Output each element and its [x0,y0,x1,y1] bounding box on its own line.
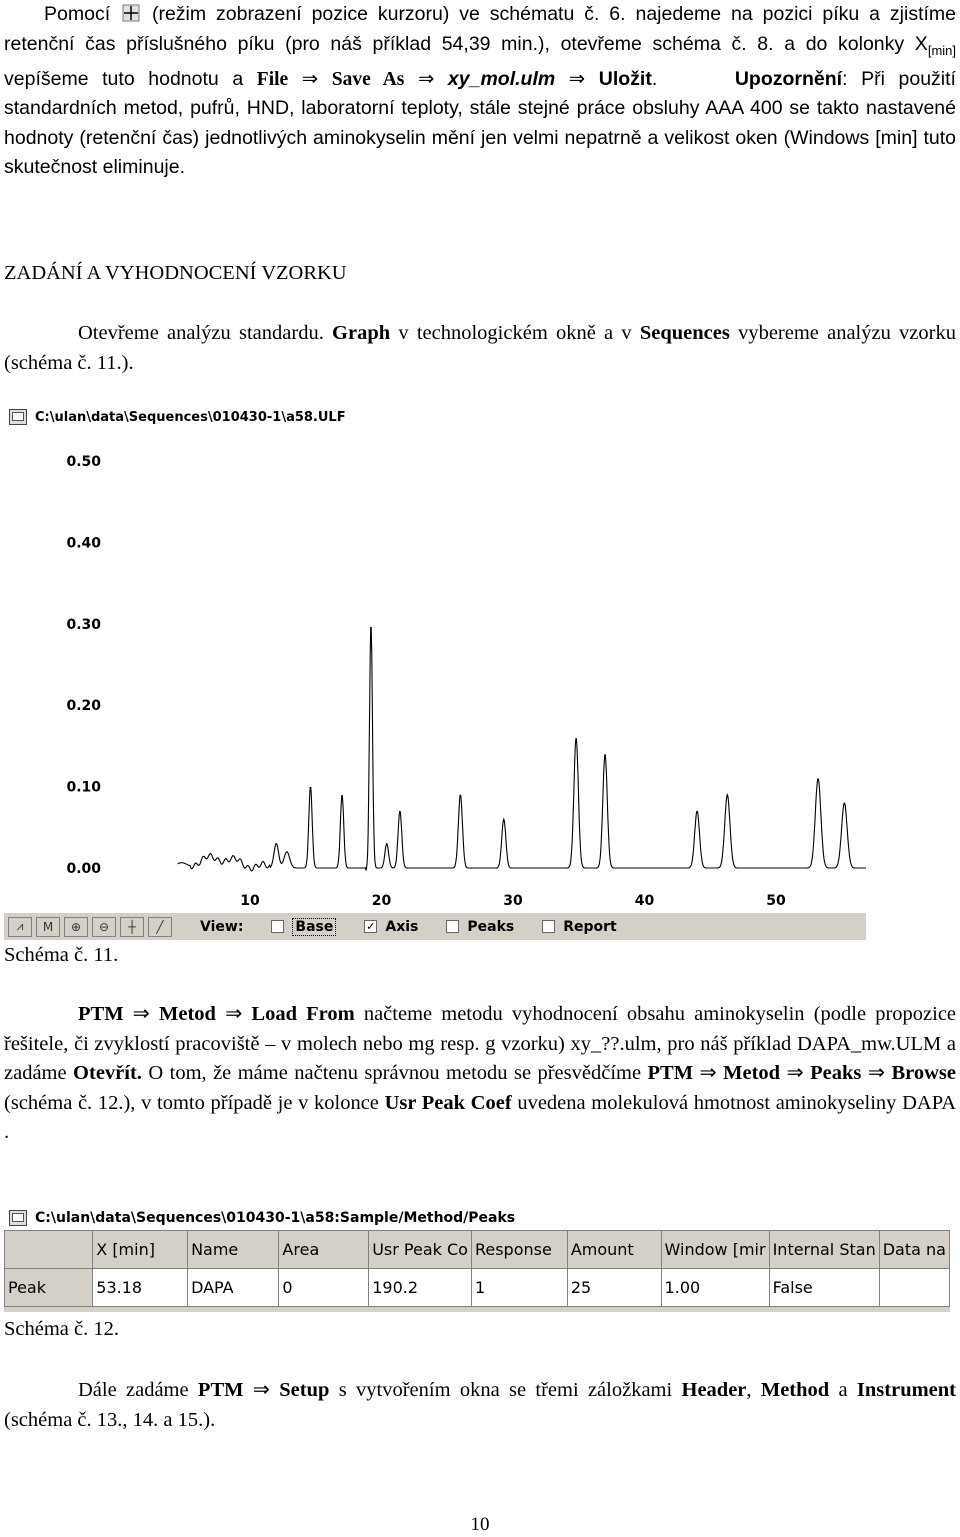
row-header[interactable]: Peak [5,1269,93,1307]
table-cell[interactable]: 53.18 [93,1269,188,1307]
window-title: C:\ulan\data\Sequences\010430-1\a58.ULF [35,409,346,425]
chromatogram-plot [4,428,866,913]
y-tick-label: 0.50 [66,454,101,470]
column-header[interactable]: Amount [567,1231,661,1269]
autoscale-icon[interactable]: ⩘ [8,917,32,937]
section-heading: ZADÁNÍ A VYHODNOCENÍ VZORKU [4,262,347,284]
peak-zoom-icon[interactable]: M [36,917,60,937]
peaks-table [4,1230,950,1307]
column-header[interactable]: Window [mir [661,1231,769,1269]
crosshair-icon[interactable]: ┼ [120,917,144,937]
table-row [5,1269,950,1307]
table-cell[interactable]: 190.2 [369,1269,472,1307]
x-tick-label: 30 [503,893,523,909]
column-header[interactable]: Name [188,1231,279,1269]
table-header-row [5,1231,950,1269]
chromatogram-titlebar [4,406,866,429]
checkbox-base[interactable]: Base [271,918,336,936]
x-tick-label: 40 [634,893,655,909]
table-cell[interactable]: 1.00 [661,1269,769,1307]
table-cell[interactable]: DAPA [188,1269,279,1307]
column-header[interactable]: Area [279,1231,369,1269]
y-tick-label: 0.40 [66,535,101,552]
table-cell[interactable]: False [769,1269,879,1307]
y-tick-label: 0.00 [66,861,101,877]
checkbox-report[interactable]: Report [542,919,617,935]
crosshair-cursor-icon [122,4,140,22]
x-tick-label: 10 [240,893,260,909]
chromatogram-window [4,406,866,940]
y-tick-label: 0.10 [66,779,101,796]
y-tick-label: 0.20 [66,698,101,715]
table-corner [5,1231,93,1269]
page-number: 10 [470,1514,490,1535]
x-tick-label: 50 [766,893,786,909]
chart-toolbar [4,913,866,940]
checkbox-axis[interactable]: ✓ Axis [366,918,419,935]
window-app-icon [9,1210,27,1226]
peaks-titlebar [4,1206,950,1231]
table-cell[interactable]: 0 [279,1269,369,1307]
paragraph-load-method: PTM ⇒ Metod ⇒ Load From načteme metodu vyhodnocení obsahu aminokyselin (podle propozice řešitele, či zvyklostí pracoviště – v molech nebo mg resp. g vzorku) xy_??.ulm, pro náš příklad DAPA_mw.ULM a zadáme Otevřít. O tom, že máme načtenu správnou metodu se přesvědčíme PTM ⇒ Metod ⇒ Peaks ⇒ Browse (schéma č. 12.), v tomto případě je v kolonce Usr Peak Coef uvedena molekulová hmotnost aminokyseliny DAPA . [4,1003,957,1143]
paragraph-setup: Dále zadáme PTM ⇒ Setup s vytvořením okna se třemi záložkami Header, Method a Instrument (schéma č. 13., 14. a 15.). [4,1379,957,1431]
column-header[interactable]: Internal Stan [769,1231,879,1269]
peaks-table-window [4,1206,950,1312]
y-tick-label: 0.30 [66,616,101,633]
table-cell[interactable] [879,1269,949,1307]
column-header[interactable]: X [min] [93,1231,188,1269]
view-label: View: [200,918,244,935]
caption-schema-11: Schéma č. 11. [4,944,119,966]
column-header[interactable]: Usr Peak Co [369,1231,472,1269]
chromatogram-trace [178,628,866,871]
zoom-out-icon[interactable]: ⊖ [92,917,116,937]
checkbox-peaks[interactable]: Peaks [446,919,514,935]
column-header[interactable]: Data na [879,1231,949,1269]
column-header[interactable]: Response [471,1231,567,1269]
zoom-in-icon[interactable]: ⊕ [64,917,88,937]
x-tick-label: 20 [371,893,392,909]
window-app-icon [9,409,27,425]
baseline-icon[interactable]: ╱ [148,917,172,937]
paragraph-open-analysis: Otevřeme analýzu standardu. Graph v technologickém okně a v Sequences vybereme analýzu vzorku (schéma č. 11.). [4,322,956,374]
window-title: C:\ulan\data\Sequences\010430-1\a58:Sample/Method/Peaks [35,1210,516,1226]
table-cell[interactable]: 25 [567,1269,661,1307]
table-cell[interactable]: 1 [471,1269,567,1307]
caption-schema-12: Schéma č. 12. [4,1318,119,1340]
intro-paragraph: Pomocí (režim zobrazení pozice kurzoru) ve schématu č. 6. najedeme na pozici píku a zjistíme retenční čas příslušného píku (pro náš příklad 54,39 min.), otevřeme schéma č. 8. a do kolonky $X_{[min]}$ vepíšeme tuto hodnotu a File ⇒ Save As ⇒ xy_mol.ulm ⇒ Uložit. Upozornění: Při použití standardních metod, pufrů, HND, laboratorní teploty, stále stejné práce obsluhy AAA 400 se takto nastavené hodnoty (retenční čas) jednotlivých aminokyselin mění jen velmi nepatrně a velikost oken (Windows [min] tuto skutečnost eliminuje. [4,3,957,179]
